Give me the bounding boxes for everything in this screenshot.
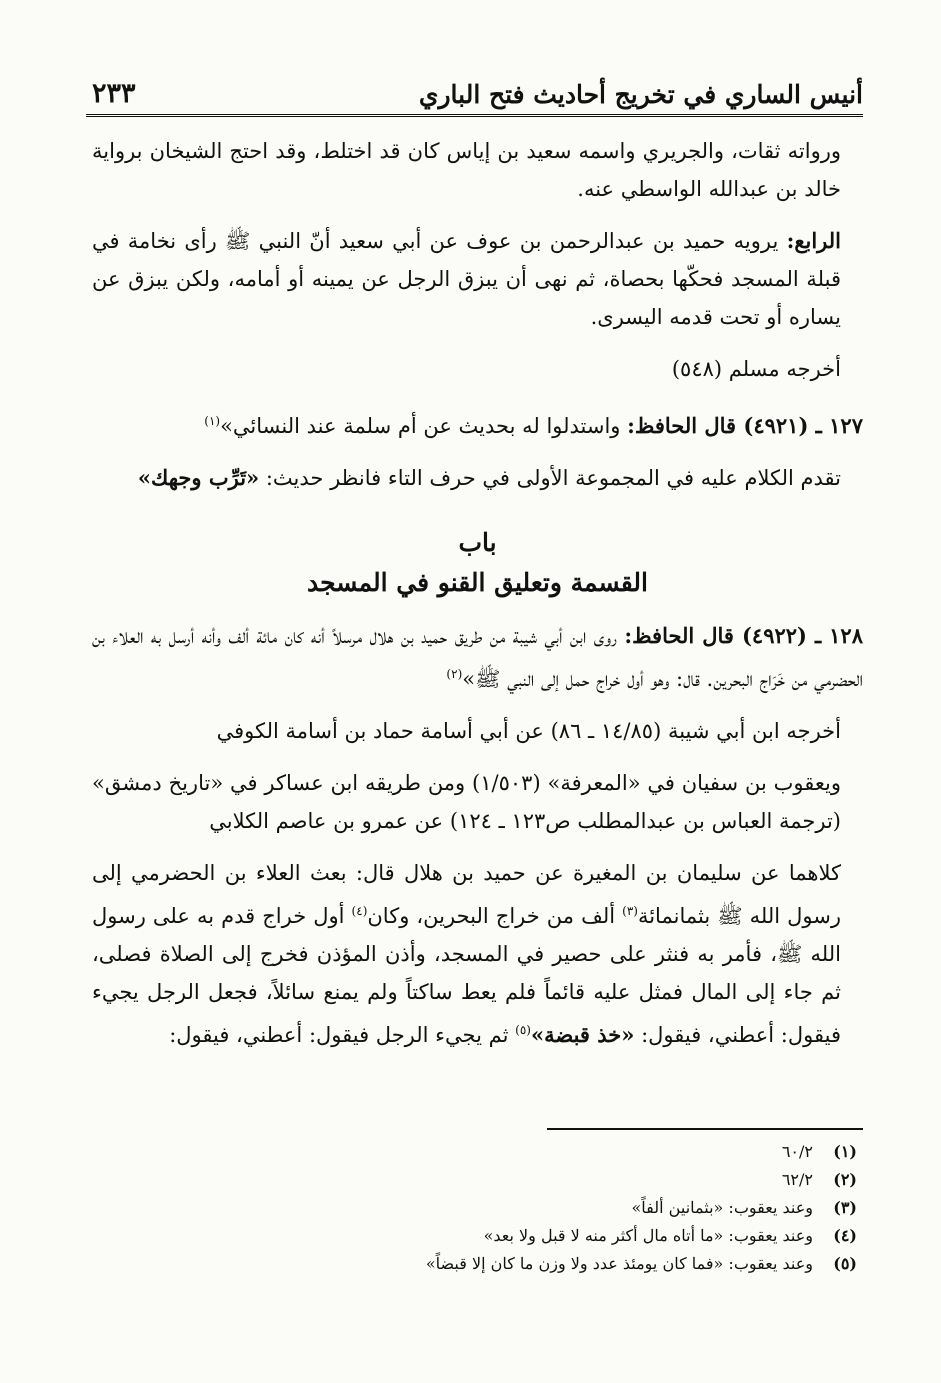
footnote-number: (١) <box>833 1142 857 1161</box>
footnote-text: وعند يعقوب: «فما كان يومئذ عدد ولا وزن ما كان إلا قبضاً» <box>425 1254 813 1273</box>
hadith-128-number: ١٢٨ ـ (٤٩٢٢) قال الحافظ: <box>624 623 863 648</box>
paragraph-narrators: ورواته ثقات، والجريري واسمه سعيد بن إياس كان قد اختلط، وقد احتج الشيخان برواية خالد بن عبدالله الواسطي عنه. <box>92 139 841 201</box>
footnote-number: (٣) <box>833 1198 857 1217</box>
hadith-127-number: ١٢٧ ـ (٤٩٢١) قال الحافظ: <box>627 413 863 438</box>
footnote-text: ٦٠/٢ <box>781 1142 813 1161</box>
footnote-ref: (١) <box>204 414 221 428</box>
footnote-item <box>426 1166 857 1194</box>
narration-part: ثم يجيء الرجل فيقول: أعطني، فيقول: <box>169 1023 516 1047</box>
paragraph-cross-reference <box>92 459 863 497</box>
footnote-item <box>426 1194 857 1222</box>
cross-ref-title: «تَرِّب وجهك» <box>137 465 260 490</box>
page-number: ٢٣٣ <box>92 78 136 109</box>
hadith-128-text: روى ابن أبي شيبة من طريق حميد بن هلال مرسلاً أنه كان مائة ألف وأنه أرسل به العلاء بن الحضرمي من خَرَاج البحرين. قال: وهو أول خراج حمل إلى النبي ﷺ» <box>92 624 863 691</box>
footnote-list <box>426 1138 857 1278</box>
hadith-127-text: واستدلوا له بحديث عن أم سلمة عند النسائي» <box>220 414 628 438</box>
cross-ref-text: تقدم الكلام عليه في المجموعة الأولى في حرف التاء فانظر حديث: <box>259 466 841 490</box>
footnote-item <box>426 1250 857 1278</box>
footnote-number: (٥) <box>833 1254 857 1273</box>
paragraph-ibn-abi-shaybah: أخرجه ابن أبي شيبة (١٤/٨٥ ـ ٨٦) عن أبي أسامة حماد بن أسامة الكوفي <box>216 719 841 743</box>
footnote-ref: (٣) <box>622 904 638 918</box>
hadith-127 <box>92 402 863 445</box>
narration-quote: «خذ قبضة» <box>530 1022 635 1047</box>
footnote-ref: (٢) <box>446 667 463 681</box>
page-body <box>92 132 863 1054</box>
narration-part: كلاهما عن سليمان بن المغيرة عن حميد بن هلال قال: بعث العلاء بن الحضرمي إلى رسول الله ﷺ بثمانمائة <box>92 861 841 928</box>
paragraph-fourth-route <box>92 222 863 336</box>
route-text: يرويه حميد بن عبدالرحمن بن عوف عن أبي سعيد أنّ النبي ﷺ رأى نخامة في قبلة المسجد فحكّها بحصاة، ثم نهى أن يبزق الرجل عن يمينه أو أمامه، ولكن يبزق عن يساره أو تحت قدمه اليسرى. <box>92 229 841 329</box>
paragraph-narration <box>92 854 863 1054</box>
footnote-item <box>426 1222 857 1250</box>
footnote-number: (٢) <box>833 1170 857 1189</box>
footnote-ref: (٥) <box>515 1023 531 1037</box>
narration-part: أول خراج قدم به على رسول الله ﷺ، فأمر به فنثر على حصير في المسجد، وأذن المؤذن فخرج إلى الصلاة فصلى، ثم جاء إلى المال فمثل عليه قائماً فلم يعط ساكتاً ولم يمنع سائلاً، فجعل الرجل يجيء فيقول: أعطني، فيقول: <box>92 904 841 1047</box>
footnote-number: (٤) <box>833 1226 857 1245</box>
paragraph-muslim-source: أخرجه مسلم (٥٤٨) <box>671 357 841 381</box>
footnote-text: ٦٢/٢ <box>781 1170 813 1189</box>
paragraph-yaqub: ويعقوب بن سفيان في «المعرفة» (١/٥٠٣) ومن طريقه ابن عساكر في «تاريخ دمشق» (ترجمة العباس بن عبدالمطلب ص١٢٣ ـ ١٢٤) عن عمرو بن عاصم الكلابي <box>92 771 841 833</box>
hadith-128 <box>92 617 863 698</box>
chapter-label: باب <box>458 528 497 557</box>
route-label: الرابع: <box>786 228 841 253</box>
footnote-divider <box>547 1128 863 1130</box>
running-title: أنيس الساري في تخريج أحاديث فتح الباري <box>418 80 863 109</box>
narration-part: ألف من خراج البحرين، وكان <box>367 904 623 928</box>
page-header <box>86 70 863 117</box>
footnote-text: وعند يعقوب: «ما أتاه مال أكثر منه لا قبل ولا بعد» <box>483 1226 813 1245</box>
footnote-ref: (٤) <box>351 904 368 918</box>
footnote-text: وعند يعقوب: «بثمانين ألفاً» <box>631 1198 813 1217</box>
footnote-item <box>426 1138 857 1166</box>
chapter-title: القسمة وتعليق القنو في المسجد <box>307 568 648 597</box>
